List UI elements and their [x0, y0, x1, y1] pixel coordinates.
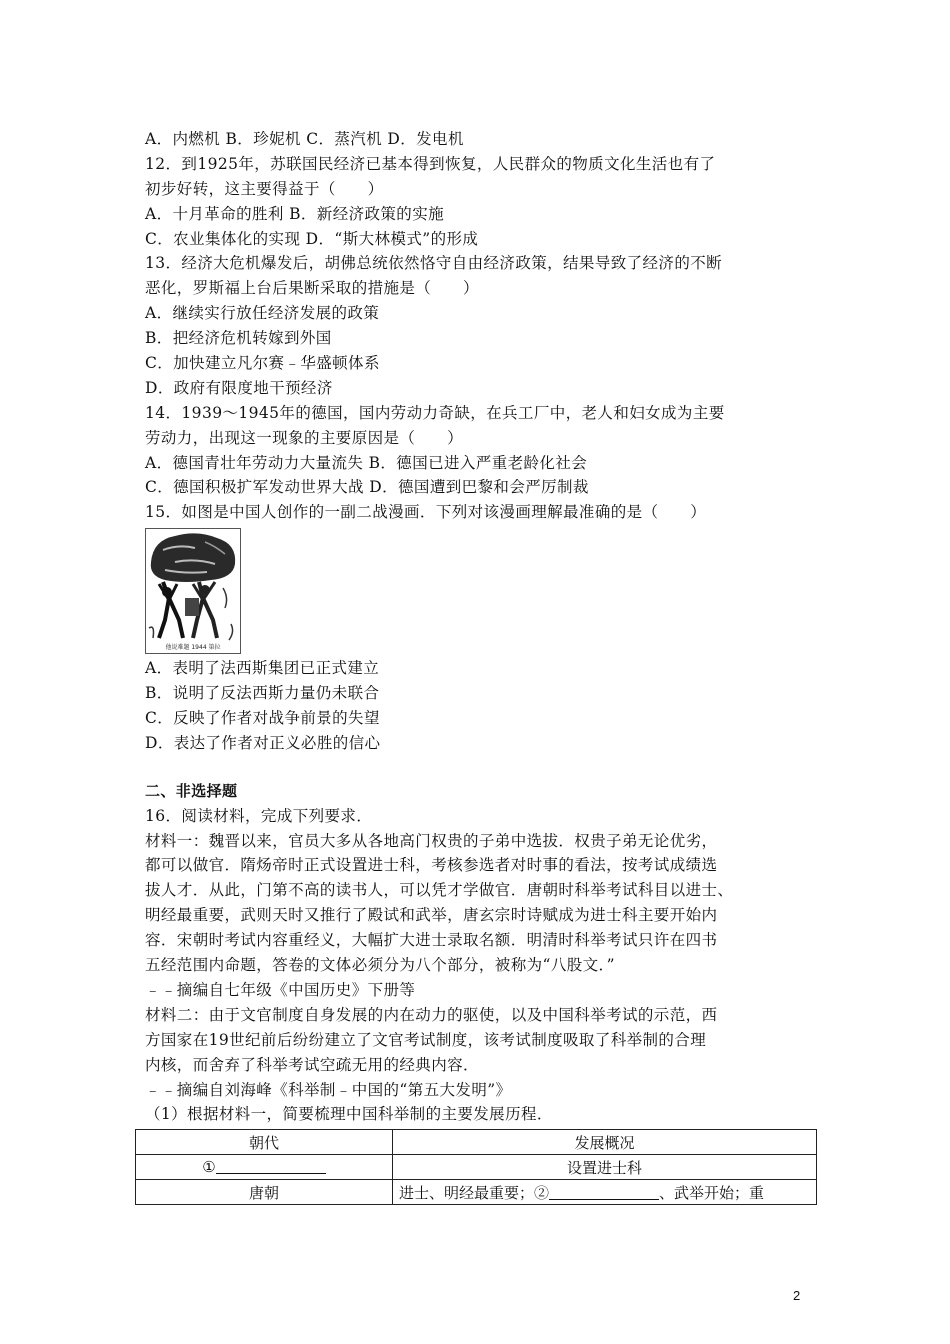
text-line: D．表达了作者对正义必胜的信心 — [145, 733, 381, 752]
text-line: 材料二：由于文官制度自身发展的内在动力的驱使，以及中国科举考试的示范，西 — [145, 1005, 718, 1024]
text-line: （1）根据材料一，简要梳理中国科举制的主要发展历程． — [145, 1105, 553, 1124]
text-line: 容．宋朝时考试内容重经义，大幅扩大进士录取名额．明清时科举考试只许在四书 — [145, 931, 718, 950]
text-line: B．说明了反法西斯力量仍未联合 — [145, 684, 380, 703]
text-line: 12．到1925年，苏联国民经济已基本得到恢复，人民群众的物质文化生活也有了 — [145, 154, 716, 173]
text-line: 14．1939～1945年的德国，国内劳动力奇缺，在兵工厂中，老人和妇女成为主要 — [145, 403, 725, 422]
text-line: A．德国青壮年劳动力大量流失 B．德国已进入严重老龄化社会 — [145, 453, 588, 472]
text-line: 内核，而舍弃了科举考试空疏无用的经典内容． — [145, 1055, 479, 1074]
text-line: 拔人才．从此，门第不高的读书人，可以凭才学做官．唐朝时科举考试科目以进士、 — [145, 881, 734, 900]
blank-line — [216, 1159, 326, 1174]
text-line: ﹣﹣摘编自刘海峰《科举制﹣中国的“第五大发明”》 — [145, 1080, 512, 1099]
blank-mark-1: ① — [202, 1158, 216, 1177]
section-title: 二、非选择题 — [145, 781, 238, 800]
text-line: 初步好转，这主要得益于（ ） — [145, 179, 384, 198]
text-line: 15．如图是中国人创作的一副二战漫画．下列对该漫画理解最准确的是（ ） — [145, 503, 707, 522]
text-line: 恶化，罗斯福上台后果断采取的措施是（ ） — [145, 279, 479, 298]
row2-text-a: 进士、明经最重要；② — [399, 1183, 550, 1202]
answer-blank-1[interactable] — [136, 1155, 393, 1180]
header-overview: 发展概况 — [393, 1130, 817, 1155]
text-line: A．继续实行放任经济发展的政策 — [145, 304, 380, 323]
cartoon-image-icon — [145, 528, 241, 654]
page-content — [145, 127, 825, 1205]
table-row — [136, 1180, 817, 1205]
text-line: A．内燃机 B．珍妮机 C．蒸汽机 D．发电机 — [145, 130, 464, 148]
text-line: 明经最重要，武则天时又推行了殿试和武举，唐玄宗时诗赋成为进士科主要开始内 — [145, 906, 718, 925]
text-line: D．政府有限度地干预经济 — [145, 378, 333, 397]
text-line: C．反映了作者对战争前景的失望 — [145, 709, 380, 728]
text-line: 劳动力，出现这一现象的主要原因是（ ） — [145, 428, 464, 447]
questions-11-15 — [145, 127, 825, 525]
cartoon-caption: 他说难题 1944 第拉 — [165, 644, 221, 652]
page-number: 2 — [793, 1288, 801, 1303]
question-16-material — [145, 804, 825, 1128]
table-row — [136, 1155, 817, 1180]
keju-development-table — [135, 1129, 817, 1205]
question-15-options — [145, 656, 825, 756]
text-line: 五经范围内命题，答卷的文体必须分为八个部分，被称为“八股文．” — [145, 956, 616, 975]
answer-blank-2[interactable] — [393, 1180, 817, 1205]
text-line: 材料一：魏晋以来，官员大多从各地高门权贵的子弟中选拔．权贵子弟无论优劣， — [145, 831, 718, 850]
text-line: B．把经济危机转嫁到外国 — [145, 329, 332, 348]
text-line: ﹣﹣摘编自七年级《中国历史》下册等 — [145, 980, 416, 999]
blank-line — [549, 1185, 659, 1200]
header-dynasty: 朝代 — [136, 1130, 393, 1155]
text-line: A．十月革命的胜利 B．新经济政策的实施 — [145, 204, 445, 223]
text-line: 13．经济大危机爆发后，胡佛总统依然恪守自由经济政策，结果导致了经济的不断 — [145, 254, 723, 273]
ww2-cartoon-figure — [145, 528, 241, 654]
text-line: A．表明了法西斯集团已正式建立 — [145, 659, 380, 678]
row2-dynasty: 唐朝 — [136, 1180, 393, 1205]
text-line: C．农业集体化的实现 D．“斯大林模式”的形成 — [145, 229, 479, 248]
row2-text-b: 、武举开始；重 — [659, 1183, 765, 1202]
text-line: 16．阅读材料，完成下列要求． — [145, 806, 373, 825]
text-line: C．德国积极扩军发动世界大战 D．德国遭到巴黎和会严厉制裁 — [145, 478, 589, 497]
text-line: C．加快建立凡尔赛﹣华盛顿体系 — [145, 354, 380, 373]
row1-overview: 设置进士科 — [393, 1155, 817, 1180]
text-line: 都可以做官．隋炀帝时正式设置进士科，考核参选者对时事的看法，按考试成绩选 — [145, 856, 718, 875]
text-line: 方国家在19世纪前后纷纷建立了文官考试制度，该考试制度吸取了科举制的合理 — [145, 1030, 707, 1049]
table-row — [136, 1130, 817, 1155]
